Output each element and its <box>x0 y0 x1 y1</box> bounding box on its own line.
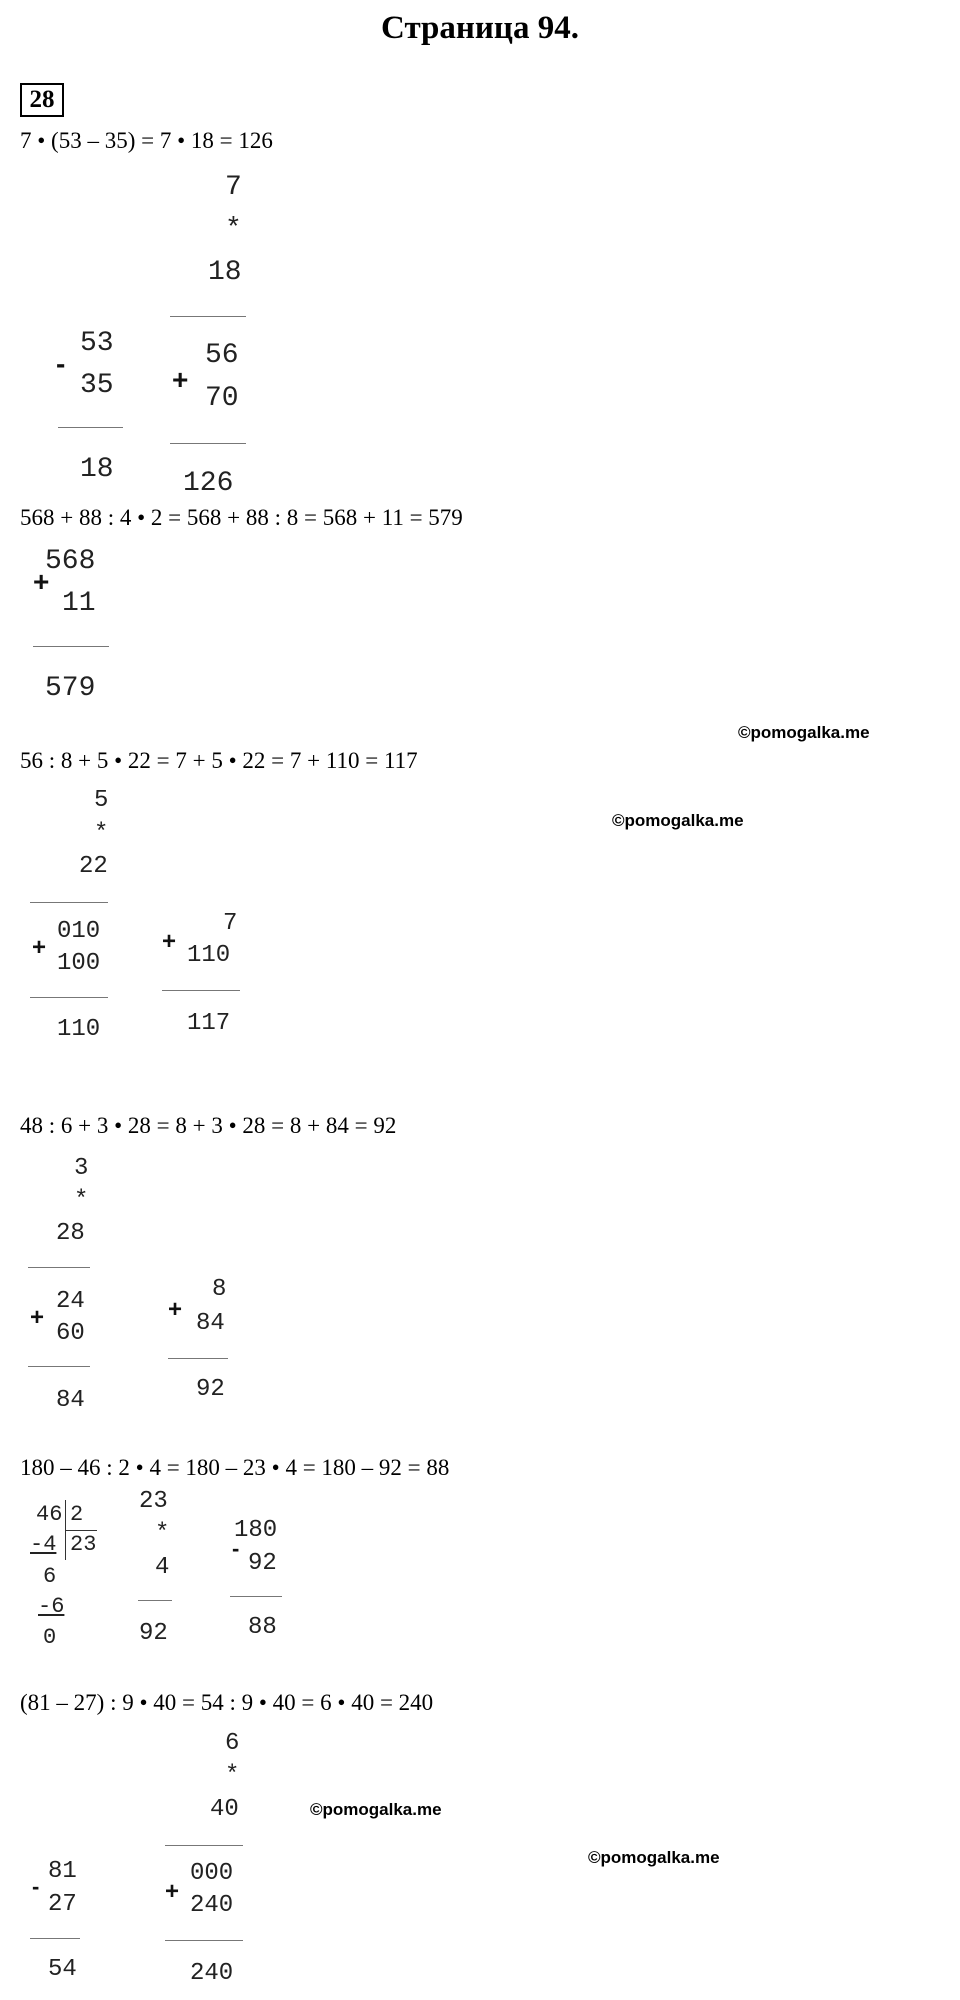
multiply-sign: * <box>155 1520 170 1547</box>
ex3-add1-line <box>30 997 108 998</box>
ex6-mul-a: 6 <box>225 1730 240 1757</box>
watermark: ©pomogalka.me <box>588 1848 720 1867</box>
equation-4: 48 : 6 + 3 • 28 = 8 + 3 • 28 = 8 + 84 = 92 <box>20 1113 397 1138</box>
ex3-add1-result: 110 <box>57 1016 101 1043</box>
minus-sign: - <box>232 1536 240 1561</box>
ex1-add-a: 56 <box>205 340 239 371</box>
ex4-add2-line <box>168 1358 228 1359</box>
multiply-sign: * <box>94 820 109 847</box>
plus-sign: + <box>30 1304 45 1331</box>
ex3-add2-a: 7 <box>223 910 238 937</box>
ex5-div-divisor: 2 <box>70 1502 84 1527</box>
ex5-mul-result: 92 <box>139 1620 168 1647</box>
ex4-mul-line <box>28 1267 90 1268</box>
ex2-add-b: 11 <box>62 588 96 619</box>
ex4-add2-b: 84 <box>196 1310 225 1337</box>
ex3-add2-b: 110 <box>187 942 231 969</box>
ex2-add-line <box>33 646 109 647</box>
multiply-sign: * <box>74 1187 89 1214</box>
ex4-add1-line <box>28 1366 90 1367</box>
plus-sign: + <box>33 566 50 597</box>
ex6-sub-line <box>30 1938 80 1939</box>
ex4-add2-result: 92 <box>196 1376 225 1403</box>
ex3-mul-b: 22 <box>79 853 108 880</box>
plus-sign: + <box>162 928 177 955</box>
ex6-add-a: 000 <box>190 1860 234 1887</box>
ex5-sub-minuend: 180 <box>234 1517 278 1544</box>
watermark: ©pomogalka.me <box>310 1800 442 1819</box>
ex6-add-result: 240 <box>190 1960 234 1987</box>
ex3-add2-result: 117 <box>187 1010 231 1037</box>
ex2-add-result: 579 <box>45 673 96 704</box>
plus-sign: + <box>32 934 47 961</box>
ex5-mul-a: 23 <box>139 1488 168 1515</box>
ex6-sub-minuend: 81 <box>48 1858 77 1885</box>
ex5-div-step1: -4 <box>30 1532 57 1557</box>
ex1-sub-result: 18 <box>80 454 114 485</box>
equation-2: 568 + 88 : 4 • 2 = 568 + 88 : 8 = 568 + 11 = 579 <box>20 505 463 530</box>
ex4-add1-result: 84 <box>56 1387 85 1414</box>
plus-sign: + <box>165 1878 180 1905</box>
ex6-mul-b: 40 <box>210 1796 239 1823</box>
ex5-sub-line <box>230 1596 282 1597</box>
ex4-mul-a: 3 <box>74 1155 89 1182</box>
plus-sign: + <box>168 1296 183 1323</box>
ex4-add1-b: 60 <box>56 1320 85 1347</box>
ex4-mul-b: 28 <box>56 1220 85 1247</box>
ex5-div-dividend: 46 <box>36 1502 63 1527</box>
watermark: ©pomogalka.me <box>738 723 870 742</box>
ex3-add2-line <box>162 990 240 991</box>
ex5-div-rem1: 6 <box>43 1564 57 1589</box>
ex1-add-result: 126 <box>183 468 234 499</box>
ex1-add-line <box>170 443 246 444</box>
ex4-add1-a: 24 <box>56 1288 85 1315</box>
ex4-add2-a: 8 <box>212 1276 227 1303</box>
minus-sign: - <box>56 348 66 379</box>
ex1-add-b: 70 <box>205 383 239 414</box>
ex3-add1-a: 010 <box>57 918 101 945</box>
ex1-sub-minuend: 53 <box>80 328 114 359</box>
ex5-sub-result: 88 <box>248 1614 277 1641</box>
ex1-sub-line <box>58 427 123 428</box>
page-title: Страница 94. <box>381 10 579 46</box>
minus-sign: - <box>32 1874 40 1899</box>
ex5-sub-subtrahend: 92 <box>248 1550 277 1577</box>
equation-6: (81 – 27) : 9 • 40 = 54 : 9 • 40 = 6 • 40 = 240 <box>20 1690 434 1715</box>
ex5-div-quotient: 23 <box>70 1532 97 1557</box>
ex5-div-divisor-line <box>65 1530 97 1531</box>
plus-sign: + <box>172 364 189 395</box>
ex6-mul-line <box>165 1845 243 1846</box>
ex1-mul-a: 7 <box>225 172 242 203</box>
ex1-sub-subtrahend: 35 <box>80 370 114 401</box>
watermark: ©pomogalka.me <box>612 811 744 830</box>
ex3-mul-line <box>30 902 108 903</box>
ex6-sub-result: 54 <box>48 1956 77 1983</box>
multiply-sign: * <box>225 1762 240 1789</box>
ex5-mul-b: 4 <box>155 1554 170 1581</box>
ex5-div-step2: -6 <box>38 1594 65 1619</box>
ex5-mul-line <box>138 1600 172 1601</box>
ex6-add-line <box>165 1940 243 1941</box>
ex1-mul-line <box>170 316 246 317</box>
equation-3: 56 : 8 + 5 • 22 = 7 + 5 • 22 = 7 + 110 = 117 <box>20 748 418 773</box>
task-number-badge: 28 <box>20 83 64 117</box>
multiply-sign: * <box>225 214 242 245</box>
ex6-add-b: 240 <box>190 1892 234 1919</box>
ex3-add1-b: 100 <box>57 950 101 977</box>
ex1-mul-b: 18 <box>208 257 242 288</box>
equation-5: 180 – 46 : 2 • 4 = 180 – 23 • 4 = 180 – 92 = 88 <box>20 1455 450 1480</box>
ex2-add-a: 568 <box>45 546 96 577</box>
ex5-div-rem2: 0 <box>43 1625 57 1650</box>
equation-1: 7 • (53 – 35) = 7 • 18 = 126 <box>20 128 273 153</box>
ex6-sub-subtrahend: 27 <box>48 1891 77 1918</box>
ex3-mul-a: 5 <box>94 787 109 814</box>
